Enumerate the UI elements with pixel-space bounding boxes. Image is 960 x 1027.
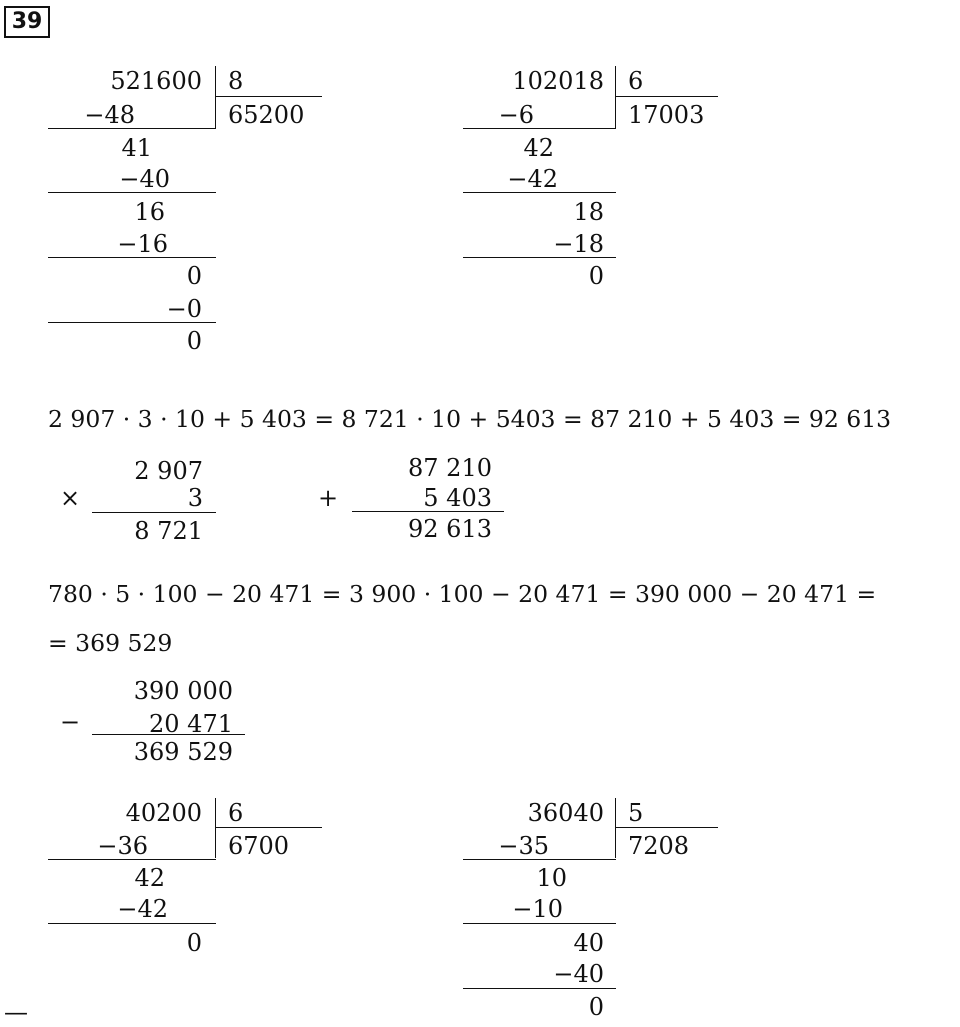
subtrahend: 20 471: [149, 710, 233, 738]
minus-sign: −: [60, 708, 81, 736]
quotient: 65200: [228, 101, 305, 129]
product: 8 721: [134, 517, 203, 541]
addend-bottom: 5 403: [423, 484, 492, 512]
dividend: 521600: [110, 67, 202, 95]
step-subtrahend: −10: [512, 895, 563, 923]
step-remainder: 18: [573, 198, 604, 226]
division-bracket-vertical: [215, 66, 216, 128]
step-remainder: 40: [573, 929, 604, 957]
division-bracket-horizontal: [215, 827, 322, 828]
result-line: [352, 511, 504, 512]
step-remainder: 0: [186, 327, 202, 355]
expression-2-line-2: = 369 529: [48, 629, 173, 657]
multiplier: 3: [187, 484, 203, 512]
step-line: [463, 988, 616, 989]
step-remainder: 0: [588, 262, 604, 290]
step-line: [463, 923, 616, 924]
multiply-sign: ×: [60, 484, 81, 512]
result-line: [92, 512, 216, 513]
division-bracket-vertical: [615, 66, 616, 128]
step-remainder: 16: [134, 198, 165, 226]
step-remainder: 42: [134, 864, 165, 892]
step-line: [463, 128, 616, 129]
quotient: 6700: [228, 832, 290, 860]
plus-sign: +: [318, 484, 339, 512]
step-subtrahend: −42: [507, 165, 558, 193]
step-remainder: 0: [588, 993, 604, 1021]
divisor: 8: [228, 67, 244, 95]
step-line: [48, 859, 216, 860]
sum: 92 613: [408, 515, 492, 543]
step-line: [463, 257, 616, 258]
division-bracket-horizontal: [615, 96, 718, 97]
step-line: [48, 923, 216, 924]
divisor: 5: [628, 799, 644, 827]
step-subtrahend: −48: [84, 101, 135, 129]
addend-top: 87 210: [408, 454, 492, 482]
division-bracket-vertical: [615, 798, 616, 858]
step-remainder: 42: [523, 134, 554, 162]
quotient: 7208: [628, 832, 690, 860]
step-subtrahend: −36: [97, 832, 148, 860]
expression-2-line-1: 780 · 5 · 100 − 20 471 = 3 900 · 100 − 20 471 = 390 000 − 20 471 =: [48, 580, 877, 608]
step-remainder: 10: [536, 864, 567, 892]
divisor: 6: [228, 799, 244, 827]
step-line: [48, 257, 216, 258]
step-remainder: 41: [121, 134, 152, 162]
step-line: [48, 192, 216, 193]
expression-1: 2 907 · 3 · 10 + 5 403 = 8 721 · 10 + 5403 = 87 210 + 5 403 = 92 613: [48, 405, 892, 433]
problem-number-badge: 39: [4, 6, 50, 38]
dividend: 40200: [125, 799, 202, 827]
step-subtrahend: −40: [119, 165, 170, 193]
result-line: [92, 734, 245, 735]
step-subtrahend: −0: [166, 295, 202, 323]
multiplicand: 2 907: [134, 457, 203, 485]
step-line: [48, 322, 216, 323]
step-remainder: 0: [186, 929, 202, 957]
minuend: 390 000: [133, 677, 233, 705]
step-line: [463, 192, 616, 193]
step-subtrahend: −16: [117, 230, 168, 258]
division-bracket-vertical: [215, 798, 216, 858]
product-clip: [90, 517, 203, 541]
difference: 369 529: [133, 738, 233, 766]
division-bracket-horizontal: [615, 827, 718, 828]
divisor: 6: [628, 67, 644, 95]
division-bracket-horizontal: [215, 96, 322, 97]
step-subtrahend: −18: [553, 230, 604, 258]
step-subtrahend: −42: [117, 895, 168, 923]
step-line: [48, 128, 216, 129]
step-subtrahend: −35: [498, 832, 549, 860]
dividend: 36040: [527, 799, 604, 827]
dividend: 102018: [512, 67, 604, 95]
step-subtrahend: −40: [553, 960, 604, 988]
step-subtrahend: −6: [498, 101, 534, 129]
step-remainder: 0: [186, 262, 202, 290]
step-line: [463, 859, 616, 860]
footer-mark: —: [4, 998, 28, 1026]
quotient: 17003: [628, 101, 705, 129]
